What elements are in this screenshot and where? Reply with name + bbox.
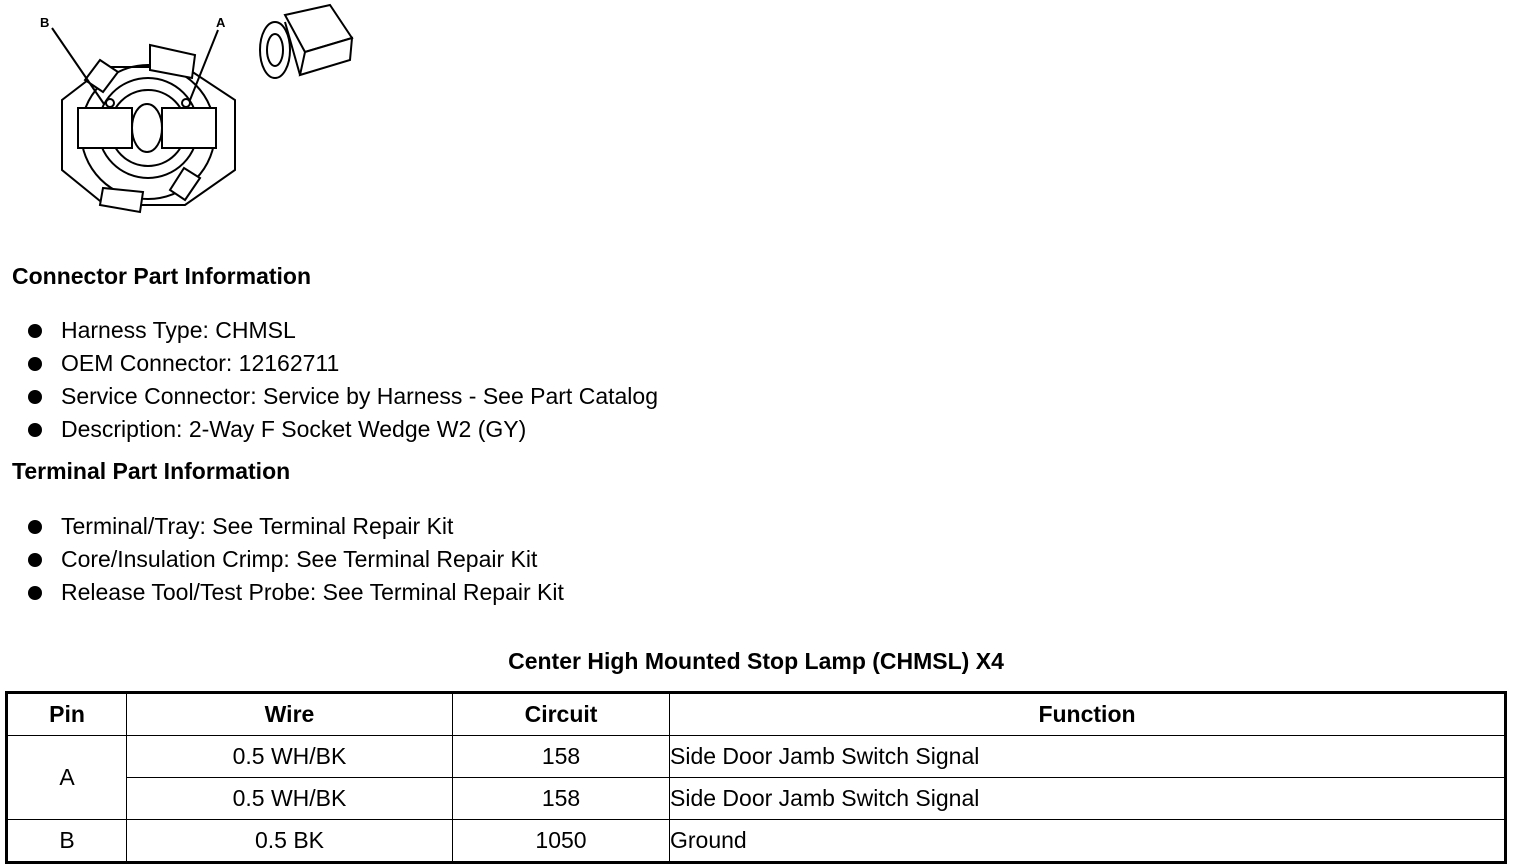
function-cell: Side Door Jamb Switch Signal — [670, 778, 1506, 820]
bullet-icon — [28, 390, 42, 404]
header-function: Function — [670, 693, 1506, 736]
table-row — [7, 778, 1506, 820]
table-title: Center High Mounted Stop Lamp (CHMSL) X4 — [508, 648, 1004, 674]
bullet-icon — [28, 553, 42, 567]
bullet-icon — [28, 324, 42, 338]
table-row — [7, 820, 1506, 863]
terminal-info-heading: Terminal Part Information — [12, 458, 291, 484]
terminal-info-list — [28, 510, 564, 609]
pin-a-label: A — [216, 15, 226, 30]
list-item: Terminal/Tray: See Terminal Repair Kit — [28, 510, 564, 543]
connector-info-heading: Connector Part Information — [12, 263, 312, 289]
bullet-icon — [28, 520, 42, 534]
connector-illustration — [0, 0, 400, 230]
circuit-cell: 158 — [453, 778, 670, 820]
pin-cell: B — [7, 820, 127, 863]
bullet-icon — [28, 423, 42, 437]
header-pin: Pin — [7, 693, 127, 736]
table-header-row — [7, 693, 1506, 736]
list-item: Release Tool/Test Probe: See Terminal Repair Kit — [28, 576, 564, 609]
list-item: Service Connector: Service by Harness - See Part Catalog — [28, 380, 658, 413]
list-item: Harness Type: CHMSL — [28, 314, 658, 347]
function-cell: Ground — [670, 820, 1506, 863]
circuit-cell: 158 — [453, 736, 670, 778]
list-item: Core/Insulation Crimp: See Terminal Repair Kit — [28, 543, 564, 576]
wire-cell: 0.5 BK — [127, 820, 453, 863]
list-item: OEM Connector: 12162711 — [28, 347, 658, 380]
bullet-icon — [28, 586, 42, 600]
pin-b-label: B — [40, 15, 50, 30]
bullet-icon — [28, 357, 42, 371]
circuit-cell: 1050 — [453, 820, 670, 863]
wire-cell: 0.5 WH/BK — [127, 778, 453, 820]
list-item: Description: 2-Way F Socket Wedge W2 (GY) — [28, 413, 658, 446]
connector-info-list — [28, 314, 658, 446]
pin-cell: A — [7, 736, 127, 820]
function-cell: Side Door Jamb Switch Signal — [670, 736, 1506, 778]
wire-cell: 0.5 WH/BK — [127, 736, 453, 778]
header-wire: Wire — [127, 693, 453, 736]
table-row — [7, 736, 1506, 778]
pinout-table — [5, 691, 1507, 864]
header-circuit: Circuit — [453, 693, 670, 736]
